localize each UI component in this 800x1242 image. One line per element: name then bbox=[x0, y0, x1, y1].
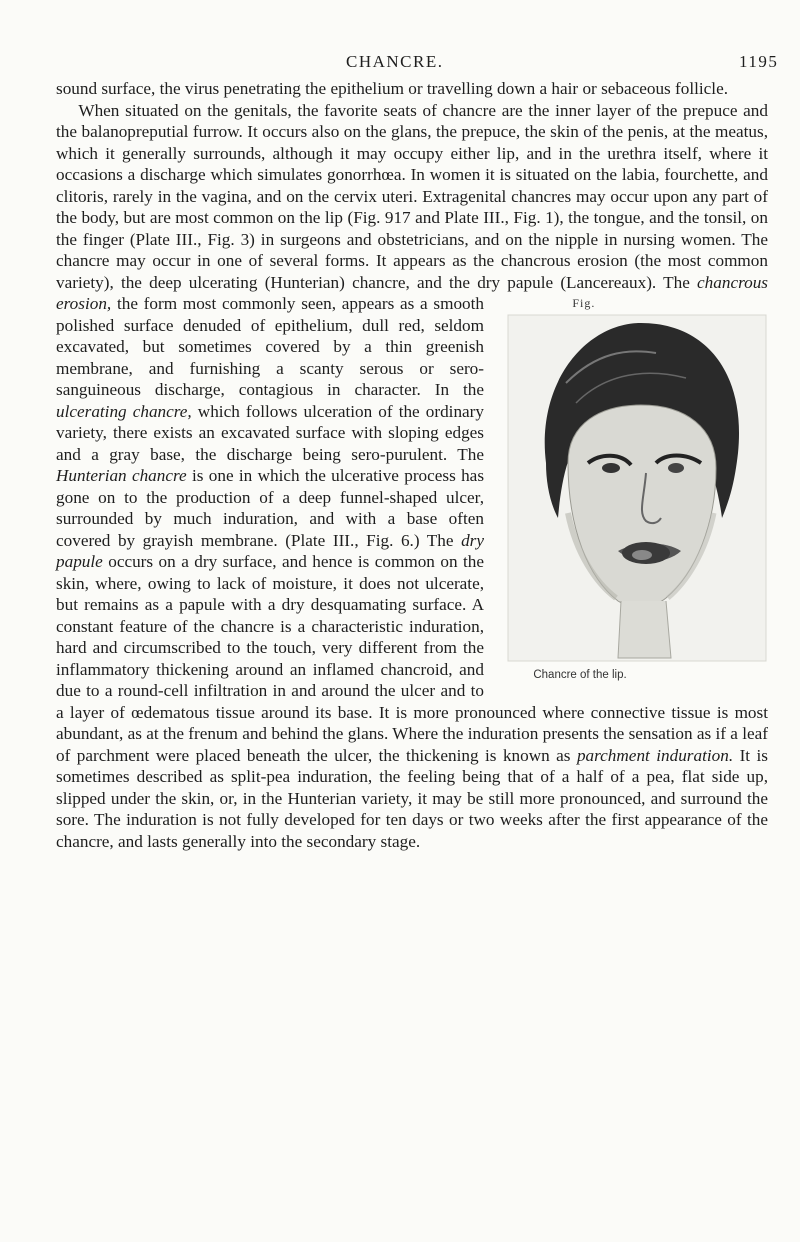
running-header bbox=[0, 44, 800, 74]
figure-917 bbox=[506, 293, 768, 683]
paragraph-2 bbox=[56, 100, 768, 853]
running-title: CHANCRE. bbox=[346, 52, 444, 71]
term-parchment-induration: parchment induration. bbox=[576, 745, 734, 765]
paragraph-2-text-e: occurs on a dry surface, and hence is common on the skin, where, owing to lack of moisture, it does not ulcerate, but remains as a papule with a dry desquamating surface. A constant feature of the chancre is a characteristic induration, hard and circumscribed to the touch, very different from the inflammatory thickening around an inflamed chancroid, and due to a round-cell infiltration in and around the ulcer and to a layer of œdematous tissue around its base. It is more pronounced where connective tissue is most abundant, as at the frenum and behind the glans. Where the induration presents the sensation as if a leaf of parchment were placed beneath the ulcer, the thickening is known as bbox=[56, 552, 768, 765]
body-text bbox=[56, 78, 768, 852]
paragraph-2-text-a: When situated on the genitals, the favorite seats of chancre are the inner layer of the prepuce and the balanopreputial furrow. It occurs also on the glans, the prepuce, the skin of the penis, at the meatus, which it generally surrounds, although it may occupy either lip, and in the urethra itself, where it occasions a discharge which simulates gonorrhœa. In women it is situated on the labia, fourchette, and clitoris, rarely in the vagina, and on the cervix uteri. Extragenital chancres may occur upon any part of the body, but are most common on the lip (Fig. 917 and Plate III., Fig. 1), the tongue, and the tonsil, on the finger (Plate III., Fig. 3) in surgeons and obstetricians, and on the nipple in nursing women. The chancre may occur in one of several forms. It appears as the chancrous erosion (the most common variety), the deep ulcerating (Hunterian) chancre, and the dry papule (Lancereaux). The bbox=[56, 100, 768, 292]
paragraph-2-text-d: is one in which the ulcerative process has gone on to the production of a deep funnel-shaped ulcer, surrounded by much induration, and with a base often covered by grayish membrane. (Plate III., Fig. 6.) The bbox=[56, 466, 485, 550]
term-hunterian-chancre: Hunterian chancre bbox=[56, 466, 187, 485]
figure-number: Fig. bbox=[572, 296, 596, 310]
figure-caption: Chancre of the lip. bbox=[533, 669, 627, 681]
portrait-illustration bbox=[506, 313, 768, 663]
paragraph-2-text-c: which follows ulceration of the ordinary variety, there exists an excavated surface with sloping edges and a gray base, the discharge being sero-purulent. The bbox=[56, 401, 484, 464]
page-number: 1195 bbox=[739, 52, 779, 71]
paragraph-2-text-f: It is sometimes described as split-pea induration, the feeling being that of a half of a pea, flat side up, slipped under the skin, or, in the Hunterian variety, it may be still more pronounced, and surround the sore. The induration is not fully developed for ten days or two weeks after the first appearance of the chancre, and lasts generally into the secondary stage. bbox=[56, 745, 768, 851]
paragraph-2-text-b: the form most commonly seen, appears as a smooth polished surface denuded of epithelium, dull red, seldom excavated, but sometimes covered by a thin greenish membrane, and furnishing a scanty serous or sero-sanguineous discharge, contagious in character. In the bbox=[56, 294, 484, 399]
term-dry-papule: dry papule bbox=[56, 530, 484, 571]
paragraph-1: sound surface, the virus penetrating the epithelium or travelling down a hair or sebaceous follicle. bbox=[56, 79, 729, 98]
term-ulcerating-chancre: ulcerating chancre, bbox=[56, 401, 192, 421]
term-chancrous-erosion: chancrous erosion, bbox=[56, 272, 768, 313]
